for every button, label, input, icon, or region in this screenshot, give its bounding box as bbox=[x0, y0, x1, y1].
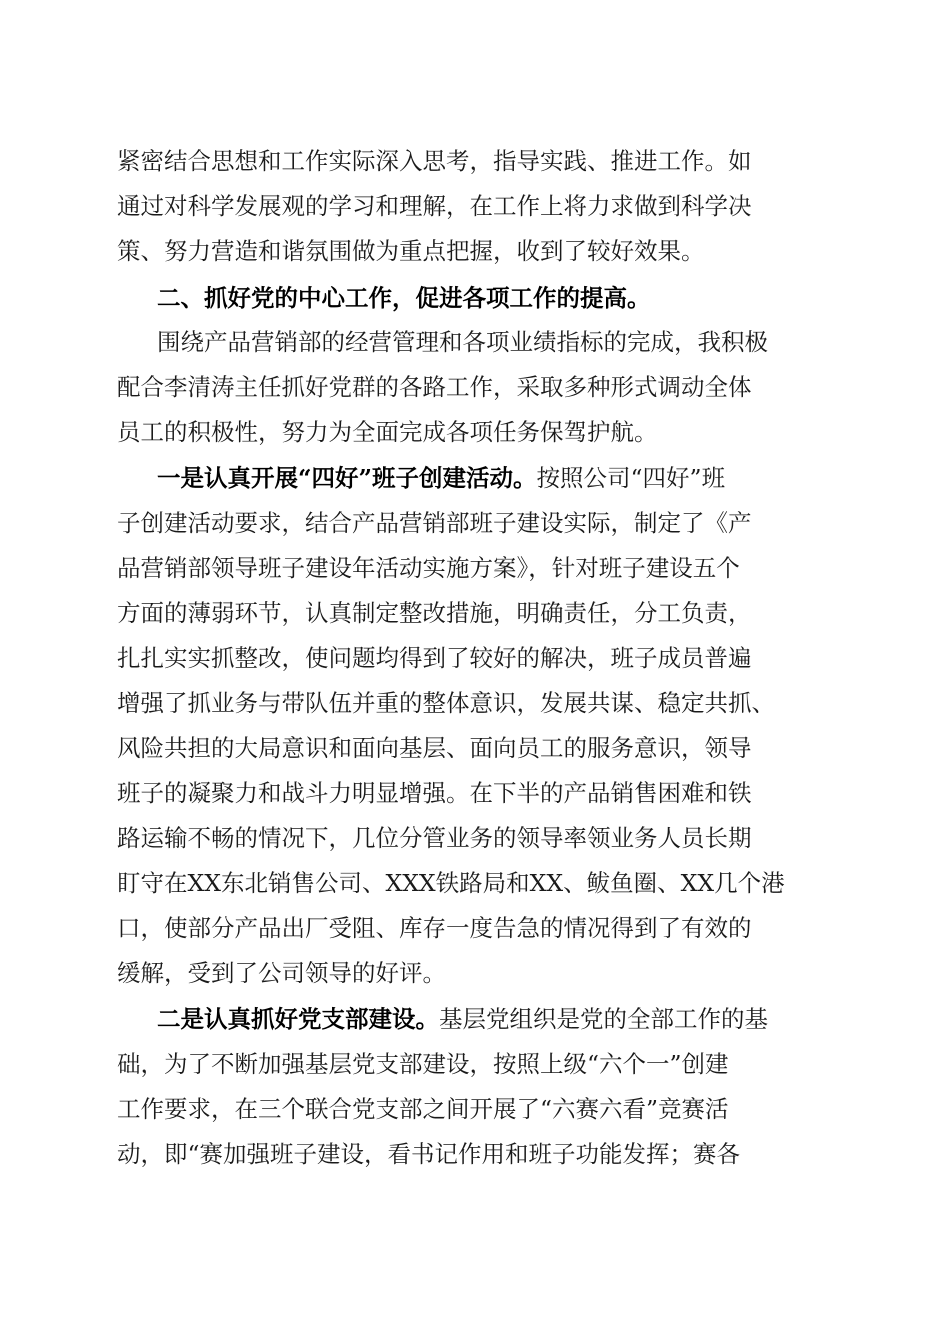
paragraph-3-line-4: 方面的薄弱环节，认真制定整改措施，明确责任，分工负责， bbox=[117, 599, 752, 627]
paragraph-3-line-9: 路运输不畅的情况下，几位分管业务的领导率领业务人员长期 bbox=[117, 824, 752, 852]
paragraph-4-first-line-rest: 基层党组织是党的全部工作的基 bbox=[439, 1005, 768, 1033]
paragraph-1-line-2: 通过对科学发展观的学习和理解，在工作上将力求做到科学决 bbox=[117, 192, 752, 220]
paragraph-3-line-7: 风险共担的大局意识和面向基层、面向员工的服务意识，领导 bbox=[117, 734, 752, 762]
paragraph-3-line-5: 扎扎实实抓整改，使问题均得到了较好的解决，班子成员普遍 bbox=[117, 644, 752, 672]
section-heading: 二、抓好党的中心工作，促进各项工作的提高。 bbox=[157, 284, 651, 312]
paragraph-4-line-2: 础，为了不断加强基层党支部建设，按照上级“六个一”创建 bbox=[117, 1050, 729, 1078]
paragraph-1-line-1: 紧密结合思想和工作实际深入思考，指导实践、推进工作。如 bbox=[117, 147, 752, 175]
paragraph-3-line-12: 缓解，受到了公司领导的好评。 bbox=[117, 959, 446, 987]
paragraph-3-line-1 bbox=[157, 463, 725, 493]
paragraph-2-line-3: 员工的积极性，努力为全面完成各项任务保驾护航。 bbox=[117, 418, 658, 446]
paragraph-3-line-10: 盯守在XX东北销售公司、XXX铁路局和XX、鲅鱼圈、XX几个港 bbox=[117, 869, 785, 897]
paragraph-3-line-6: 增强了抓业务与带队伍并重的整体意识，发展共谋、稳定共抓、 bbox=[117, 689, 775, 717]
paragraph-3-lead: 一是认真开展“四好”班子创建活动。 bbox=[157, 464, 537, 492]
paragraph-4-lead: 二是认真抓好党支部建设。 bbox=[157, 1005, 439, 1033]
paragraph-4-line-3: 工作要求，在三个联合党支部之间开展了“六赛六看”竞赛活 bbox=[117, 1095, 729, 1123]
paragraph-2-line-2: 配合李清涛主任抓好党群的各路工作，采取多种形式调动全体 bbox=[117, 373, 752, 401]
paragraph-4-line-4: 动，即“赛加强班子建设，看书记作用和班子功能发挥；赛各 bbox=[117, 1140, 741, 1168]
paragraph-3-line-11: 口，使部分产品出厂受阻、库存一度告急的情况得到了有效的 bbox=[117, 914, 752, 942]
paragraph-3-first-line-rest: 按照公司“四好”班 bbox=[536, 464, 726, 492]
paragraph-3-line-2: 子创建活动要求，结合产品营销部班子建设实际，制定了《产 bbox=[117, 509, 752, 537]
paragraph-3-line-3: 品营销部领导班子建设年活动实施方案》，针对班子建设五个 bbox=[117, 554, 740, 582]
paragraph-1-line-3: 策、努力营造和谐氛围做为重点把握，收到了较好效果。 bbox=[117, 237, 705, 265]
paragraph-2-line-1: 围绕产品营销部的经营管理和各项业绩指标的完成，我积极 bbox=[157, 328, 768, 356]
paragraph-3-line-8: 班子的凝聚力和战斗力明显增强。在下半的产品销售困难和铁 bbox=[117, 779, 752, 807]
paragraph-4-line-1 bbox=[157, 1004, 768, 1034]
